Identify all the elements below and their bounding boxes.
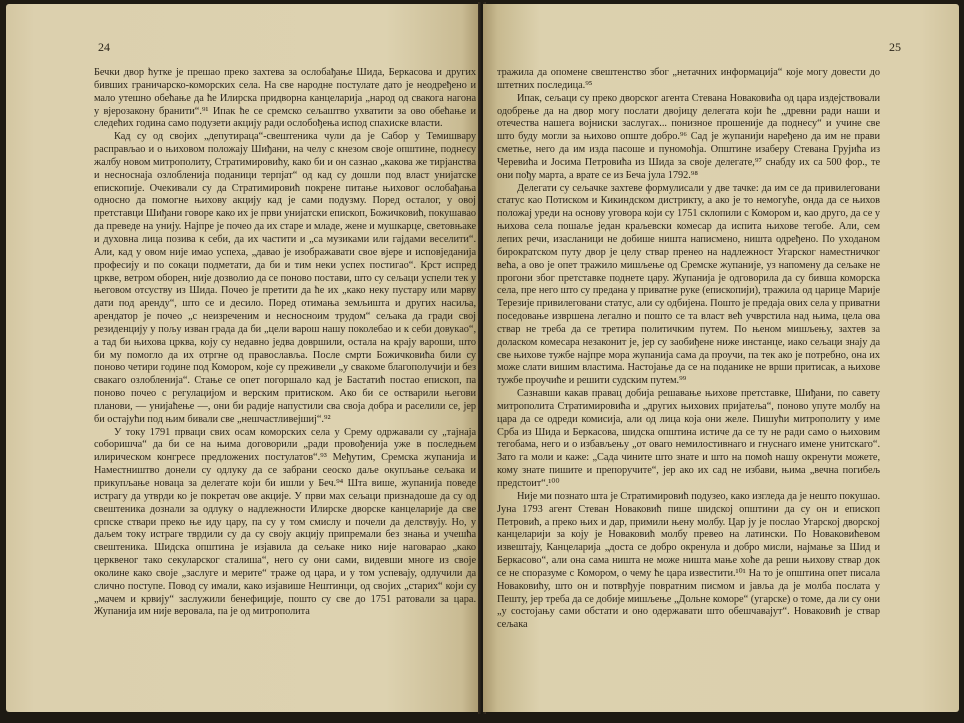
- left-paragraph-3: У току 1791 прваци свих осам коморских села у Срему одржавали су „тајнаја соборишча“ да би се на њима договорили „ради провођенија уже в последњем илирическом конгресе предложених постулатов“.⁹³ Међутим, Сремска жупанија и Наместништво донели су одлуку да се забрани сеоско даље окупљање сељака и прикупљање новаца за делегате који би ишли у Беч.⁹⁴ Шта више, жупанија поведе истрагу да утврди ко је покретач ове акције. У први мах сељаци признадоше да су од свештеника дознали за одлуку о надлежности Илирске дворске канцеларије да све српске ствари преко ње иду цару, па су у том смислу и почели да делствују. Но, у даљем току истраге тврдили су да су своју акцију припремали без знања и учешћа свештеника. Шидска општина је изјавила да сељаке нико није наговарао „како церквеног тако секуларског сталиша“, него су они сами, видевши многе из своје околине како своје „заслуге и мерите“ траже од цара, и у том успевају, одлучили да слично поступе. Повод су имали, како изјавише Нештинци, од својих „старих“ који су „мачем и крвију“ заслужили бенефиције, пошто су све до 1751 ратовали за цара. Жупанија им није веровала, па је од митрополита: [94, 426, 476, 618]
- left-page-text: [94, 67, 476, 619]
- right-paragraph-5: Није ми познато шта је Стратимировић подузео, како изгледа да је нешто покушао. Јуна 1793 агент Стеван Новаковић пише шидској општини да су он и епископ Петровић, а преко њих и дар, примили њену молбу. Цар ју је послао Угарској дворској канцеларији за коју је Новаковић молбу превео на латински. По Новаковићевом извештају, Канцеларија „доста се добро окренула и добро мисли, најмање за Шид и Беркасово“, али она сама ништа не може ништа мање хоће да реши њихову ствар док се не споразуме с Комором, о чему ће цара известити.¹⁰¹ На то је општина опет писала Новаковићу, што он и потврђује повратним писмом и јавља да је молба послата у Пешту, јер треба да се добије мишљење „Дольне коморе“ (угарске) о томе, да ли су они „у состојању сами обстати и оно одержавати што обешчавајут“. Новаковић је ствар сељака: [497, 490, 880, 631]
- right-paragraph-4: Сазнавши какав правац добија решавање њихове претставке, Шиђани, по савету митрополита Стратимировића и „других њихових пријатеља“, поново упуте молбу на цара да се одреди комисија, али од лица која они желе. Пишући митрополиту у име Срба из Шида и Беркасова, шидска општина истиче да се ту не ради само о њиховим тегобама, него и о избављењу „от оваго немилостивнаго и гнуснаго имене унитскаго“. Зато га моли и каже: „Сада чините што знате и што на помоћ нашу окренути можете, кому знате пишите и препоручите“, јер ако их сад не избави, њима „вечна погибељ предстоит“.¹⁰⁰: [497, 388, 880, 489]
- right-paragraph-1: тражила да опомене свештенство због „нетачних информација“ које могу довести до штетних последица.⁹⁵: [497, 67, 880, 91]
- right-page: [483, 4, 959, 712]
- left-paragraph-2: Кад су од својих „депутираца“-свештеника чули да је Сабор у Темишвару расправљао и о њиховом положају Шиђани, на челу с кнезом своје општине, поднесу жалбу новом митрополиту, Стратимировићу, како би и он сазнао „какова же тирјанства и несноснаја озлобленија поданици терпјат“ од кад су дошли под власт унијатске епископије. Очекивали су да Стратимировић покрене питање њиховог ослобађања односно да помогне њихову акцију кад је сами подузму. Поред осталог, у овој претставци Шиђани говоре како их је први унијатски епископ, Божичковић, покушавао да преведе на унију. Најпре је почео да их старе и младе, жене и мушкарце, световњаке и духовна лица позива к себи, да их частити и „са музиками или гајдами веселити“. Али, кад у овом није имао успеха, „давао је изображавати свое вјере и исповједанија професију и по сокаци подметати, да би и тим неки успех постигао“. Крст испред цркве, ветром оборен, није дозволио да се поново постави, што су сељаци успели тек у његовом отсуству из Шида. Почео је претити да ће их „како неку пустару или марву дати под аренду“, што се и десило. Поред отимања земљишта и других насиља, арендатор је почео „с неизреченим и несносноим трудом“ сељака да гради свој резиденцију у пољу изван града да би „цели варош нашу поколебао и к себи довукао“, а тад би њихова црква, коју су недавно једва довршили, остала на крају вароши, што би му помогло да их отргне од православља. После смрти Божичковића били су поново четири године под Комором, које су преживели „у свакоме благополучији и без свакаго озлобленија“. Стање се опет погоршало кад је Бастатић постао епископ, па поново почео с регулацијом и верским притиском. Ако би се остварили његови планови, — унијаћење —, они би радије напустили сва своја добра и раселили се, јер би остајући под њим бивали све „нешчастливејшиј“.⁹²: [94, 131, 476, 425]
- right-page-number: 25: [889, 40, 901, 54]
- right-page-text: [497, 67, 880, 632]
- left-page: [6, 4, 481, 712]
- right-paragraph-3: Делегати су сељачке захтеве формулисали у две тачке: да им се да привилеговани статус као Потиском и Кикиндском дистрикту, а ако је то немогуће, онда да се њихов положај уреди на основу уговора који су 1751 склопили с Комором и, као друго, да се у њихова села пошаље један краљевски комесар да испита њихове тегобе. Али, сем лепих речи, изасланици не добише ништа написмено, ништа одређено. По уходаном бирократском путу двор је целу ствар пренео на надлежност Угарског наместничког већа, а ово је опет тражило мишљење од Сремске жупаније, уз напомену да сељаке не прогони због претставке поднете цару. Жупанија је одговорила да су бивша коморска села, пре него што су предана у приватне руке (епископији), тражила од царице Марије Терезије привилеговани статус, али су одбијена. Пошто је предаја ових села у приватни поседовање извршена легално и пошто се та власт већ учврстила над њима, цела ова ствар не треба да се третира политичким путем. По њеном мишљењу, захтев за доласком комесара незаконит је, јер су заобиђене ниже инстанце, иако сељаци знају да све њихове тужбе најпре мора жупанија сама да проучи, па тек ако је потребно, она их може слати вишим властима. Настојање да се на поданике не врши притисак, а њихове тужбе проучиће и решити судским путем.⁹⁹: [497, 182, 880, 387]
- left-page-number: 24: [98, 40, 110, 54]
- right-paragraph-2: Ипак, сељаци су преко дворског агента Стевана Новаковића од цара издејствовали одобрење да на двор могу послати двојицу делегата који ће „древни ради наши и отечества нашега војниски заслугах... понизное прошеније да поднесу“ и учине све што буду могли за њихово опште добро.⁹⁶ Сад је жупанији наређено да им не прави сметње, него да им изда пасоше и пуномоћја. Општине изаберу Стевана Грујића из Черевића и Јосима Петровића из Шида за своје делегате,⁹⁷ снабду их са 500 фор., те они пођу марта, а врате се из Беча јула 1792.⁹⁸: [497, 92, 880, 181]
- left-paragraph-1: Бечки двор ћутке је прешао преко захтева за ослобађање Шида, Беркасова и других бивших граничарско-коморских села. На све народне постулате дато је неодређено и мало утешно обећање да ће Илирска придворна канцеларија „народ од свакога нагона у вјерозакону бранити“.⁹¹ Ипак ће се сремско сељаштво ухватити за ово обећање и следећих година само подузети акцију ради ослобођења испод спахиске власти.: [94, 67, 476, 130]
